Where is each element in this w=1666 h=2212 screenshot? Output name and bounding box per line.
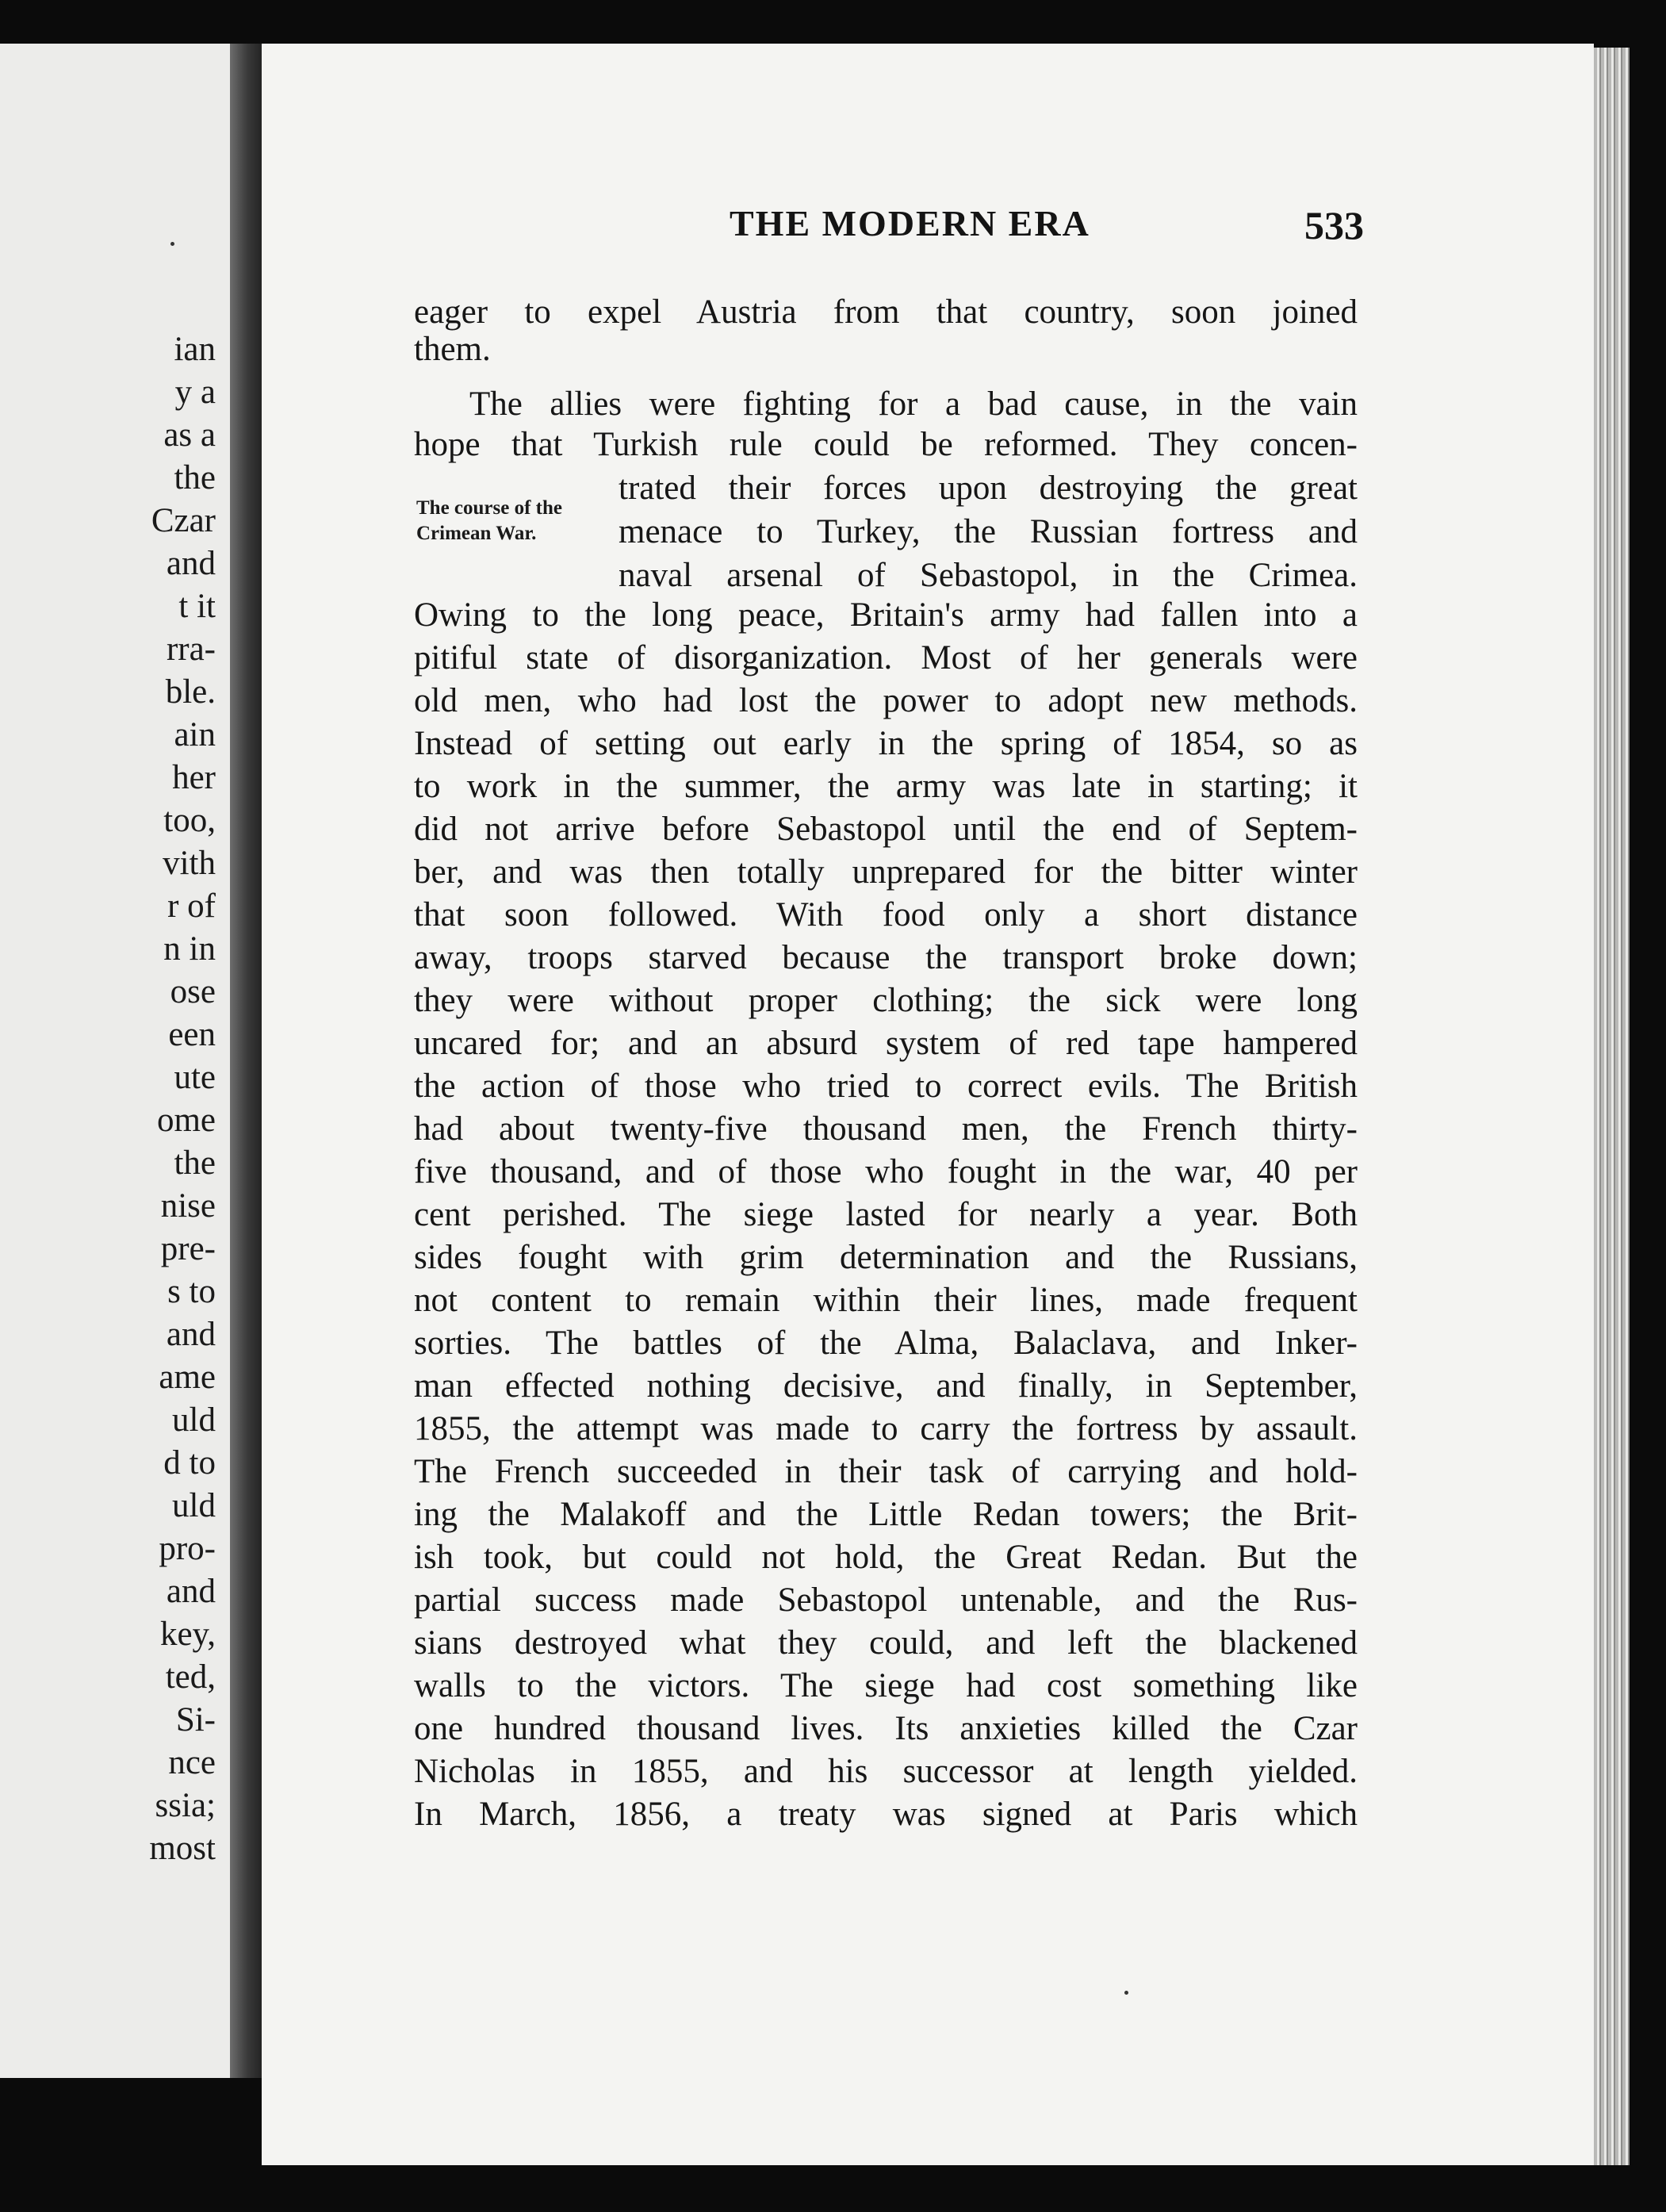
text-line: not content to remain within their lines, made frequent — [414, 1282, 1358, 1319]
book-gutter-shadow — [230, 44, 262, 2078]
left-line: ute — [174, 1059, 216, 1096]
text-line: trated their forces upon destroying the great — [619, 470, 1358, 507]
text-line: ing the Malakoff and the Little Redan towers; the Brit- — [414, 1496, 1358, 1533]
text-line: ish took, but could not hold, the Great Redan. But the — [414, 1539, 1358, 1576]
text-line: did not arrive before Sebastopol until the end of Septem- — [414, 811, 1358, 848]
text-line: ber, and was then totally unprepared for the bitter winter — [414, 853, 1358, 891]
left-line: uld — [172, 1487, 216, 1524]
text-line: five thousand, and of those who fought in the war, 40 per — [414, 1153, 1358, 1190]
left-line: een — [168, 1016, 216, 1053]
left-line: ssia; — [155, 1787, 216, 1824]
page-number: 533 — [1304, 203, 1364, 247]
text-line: Owing to the long peace, Britain's army had fallen into a — [414, 596, 1358, 634]
text-line: naval arsenal of Sebastopol, in the Crimea. — [619, 557, 1358, 594]
text-line: man effected nothing decisive, and finally, in September, — [414, 1367, 1358, 1405]
text-line: partial success made Sebastopol untenable, and the Rus- — [414, 1581, 1358, 1619]
scan-speck — [170, 242, 174, 246]
text-line: The allies were fighting for a bad cause, in the vain — [469, 385, 1358, 423]
text-line: sides fought with grim determination and the Russians, — [414, 1239, 1358, 1276]
left-line: rra- — [166, 631, 216, 668]
left-line: ble. — [165, 673, 216, 711]
left-line: key, — [159, 1616, 216, 1653]
text-line: they were without proper clothing; the sick were long — [414, 982, 1358, 1019]
text-line: pitiful state of disorganization. Most of her generals were — [414, 639, 1358, 677]
text-line: that soon followed. With food only a short distance — [414, 896, 1358, 933]
left-line: ain — [174, 716, 216, 753]
left-line: and — [166, 1316, 216, 1353]
left-line: d to — [163, 1444, 216, 1482]
text-line: the action of those who tried to correct evils. The British — [414, 1068, 1358, 1105]
left-line: y a — [174, 374, 216, 411]
left-line: ted, — [165, 1658, 216, 1696]
left-line: pro- — [159, 1530, 216, 1567]
left-line: ian — [174, 331, 216, 368]
page-edges — [1594, 48, 1630, 2165]
left-line: her — [172, 759, 216, 796]
left-line: ome — [156, 1102, 216, 1139]
left-line: pre- — [160, 1230, 216, 1267]
text-line: eager to expel Austria from that country, soon joined — [414, 293, 1358, 331]
text-line: away, troops starved because the transport broke down; — [414, 939, 1358, 976]
scan-speck — [1124, 1991, 1128, 1995]
margin-note-line: The course of the — [416, 497, 562, 519]
text-line: In March, 1856, a treaty was signed at Paris which — [414, 1796, 1358, 1833]
text-line: one hundred thousand lives. Its anxieties killed the Czar — [414, 1710, 1358, 1747]
text-line: 1855, the attempt was made to carry the fortress by assault. — [414, 1410, 1358, 1447]
left-line: the — [174, 1144, 216, 1182]
text-line: sians destroyed what they could, and left the blackened — [414, 1624, 1358, 1662]
left-line: vith — [163, 845, 216, 882]
left-line: ame — [159, 1359, 216, 1396]
left-line: t it — [178, 588, 216, 625]
text-line: sorties. The battles of the Alma, Balaclava, and Inker- — [414, 1325, 1358, 1362]
left-line: nise — [160, 1187, 216, 1225]
left-line: too, — [163, 802, 216, 839]
left-line: and — [166, 1573, 216, 1610]
left-line: the — [174, 459, 216, 496]
left-line: n in — [163, 930, 216, 968]
text-line: walls to the victors. The siege had cost something like — [414, 1667, 1358, 1704]
running-head-title: THE MODERN ERA — [730, 203, 1090, 243]
text-line: had about twenty-five thousand men, the French thirty- — [414, 1110, 1358, 1148]
left-line: nce — [168, 1744, 216, 1781]
text-line: old men, who had lost the power to adopt new methods. — [414, 682, 1358, 719]
left-line: r of — [167, 887, 216, 925]
text-line: The French succeeded in their task of carrying and hold- — [414, 1453, 1358, 1490]
text-line: uncared for; and an absurd system of red tape hampered — [414, 1025, 1358, 1062]
left-line: uld — [172, 1401, 216, 1439]
left-page-fragment — [0, 44, 230, 2078]
left-line: ose — [170, 973, 216, 1010]
left-line: Si- — [175, 1701, 216, 1739]
left-line: most — [149, 1830, 216, 1867]
text-line: Nicholas in 1855, and his successor at length yielded. — [414, 1753, 1358, 1790]
text-line: to work in the summer, the army was late in starting; it — [414, 768, 1358, 805]
left-line: s to — [167, 1273, 216, 1310]
text-line: them. — [414, 331, 491, 368]
text-line: Instead of setting out early in the spring of 1854, so as — [414, 725, 1358, 762]
running-head — [468, 202, 1364, 258]
margin-note — [416, 496, 607, 546]
left-line: and — [166, 545, 216, 582]
left-line: as a — [163, 416, 216, 454]
text-line: menace to Turkey, the Russian fortress and — [619, 513, 1358, 550]
margin-note-line: Crimean War. — [416, 523, 537, 544]
left-line: Czar — [151, 502, 216, 539]
text-line: cent perished. The siege lasted for nearly a year. Both — [414, 1196, 1358, 1233]
text-line: hope that Turkish rule could be reformed. They concen- — [414, 426, 1358, 463]
